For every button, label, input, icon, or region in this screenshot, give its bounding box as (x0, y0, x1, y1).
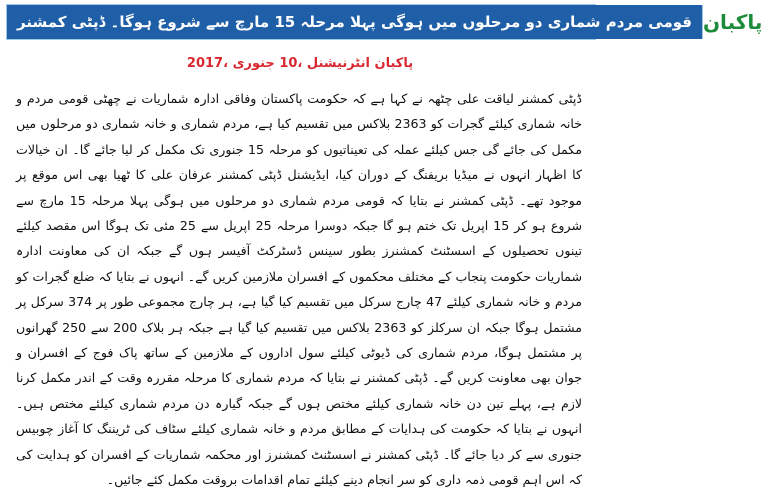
headline-band (7, 5, 702, 39)
headline-text: قومی مردم شماری دو مرحلوں میں ہوگی پہلا مرحلہ 15 مارچ سے شروع ہوگا۔ ڈپٹی کمشنر (17, 13, 692, 31)
article-body: ڈپٹی کمشنر لیاقت علی چٹھہ نے کہا ہے کہ حکومت پاکستان وفاقی ادارہ شماریات نے چھٹی قومی مردم و خانہ شماری کیلئے گجرات کو 2363 بلاکس میں تقسیم کیا ہے، مردم شماری و خانہ شماری دو مرحلوں میں مکمل کی جائے گی جس کیلئے عملہ کی تعیناتیوں کو مرحلہ 15 جنوری تک مکمل کر لیا جائے گا۔ ان خیالات کا اظہار انہوں نے میڈیا بریفنگ کے دوران کیا، ایڈیشنل ڈپٹی کمشنر عرفان علی کا ٹھیا بھی اس موقع پر موجود تھے۔ ڈپٹی کمشنر نے بتایا کہ قومی مردم شماری دو مرحلوں میں ہوگی پہلا مرحلہ 15 مارچ سے شروع ہو کر 15 اپریل تک ختم ہو گا جبکہ دوسرا مرحلہ 25 اپریل سے 25 مئی تک ہوگا اس مقصد کیلئے تینوں تحصیلوں کے اسسٹنٹ کمشنرز بطور سینس ڈسٹرکٹ آفیسر ہوں گے جبکہ ان کی معاونت ادارہ شماریات حکومت پنجاب کے مختلف محکموں کے افسران ملازمین کریں گے۔ انہوں نے بتایا کہ ضلع گجرات کو مردم و خانہ شماری کیلئے 47 چارج سرکل میں تقسیم کیا گیا ہے، ہر چارج مجموعی طور پر 374 سرکل پر مشتمل ہوگا جبکہ ان سرکلز کو 2363 بلاکس میں تقسیم کیا گیا ہے جبکہ ہر بلاک 200 سے 250 گھرانوں پر مشتمل ہوگا، مردم شماری کی ڈیوٹی کیلئے سول اداروں کے ملازمین کے ساتھ پاک فوج کے افسران و جوان بھی معاونت کریں گے۔ ڈپٹی کمشنر نے بتایا کہ مردم شماری کا مرحلہ مقررہ وقت کے اندر مکمل کرنا لازم ہے، پہلے تین دن خانہ شماری کیلئے مختص ہوں گے جبکہ گیارہ دن مردم شماری کیلئے مختص ہیں۔ انہوں نے بتایا کہ حکومت کی ہدایات کے مطابق مردم و خانہ شماری کیلئے سٹاف کی ٹریننگ کا آغاز چوبیس جنوری سے کر دیا جائے گا۔ ڈپٹی کمشنر نے اسسٹنٹ کمشنرز اور محکمہ شماریات کے افسران کو ہدایت کی کہ اس اہم قومی ذمہ داری کو سر انجام دینے کیلئے تمام اقدامات بروقت مکمل کئے جائیں۔ (16, 91, 583, 488)
logo (702, 5, 762, 39)
dateline: پاکبان انٹرنیشنل ،10 جنوری ،2017 (186, 56, 414, 71)
logo-text: پاکبان (702, 10, 762, 34)
headline-banner (6, 4, 762, 40)
